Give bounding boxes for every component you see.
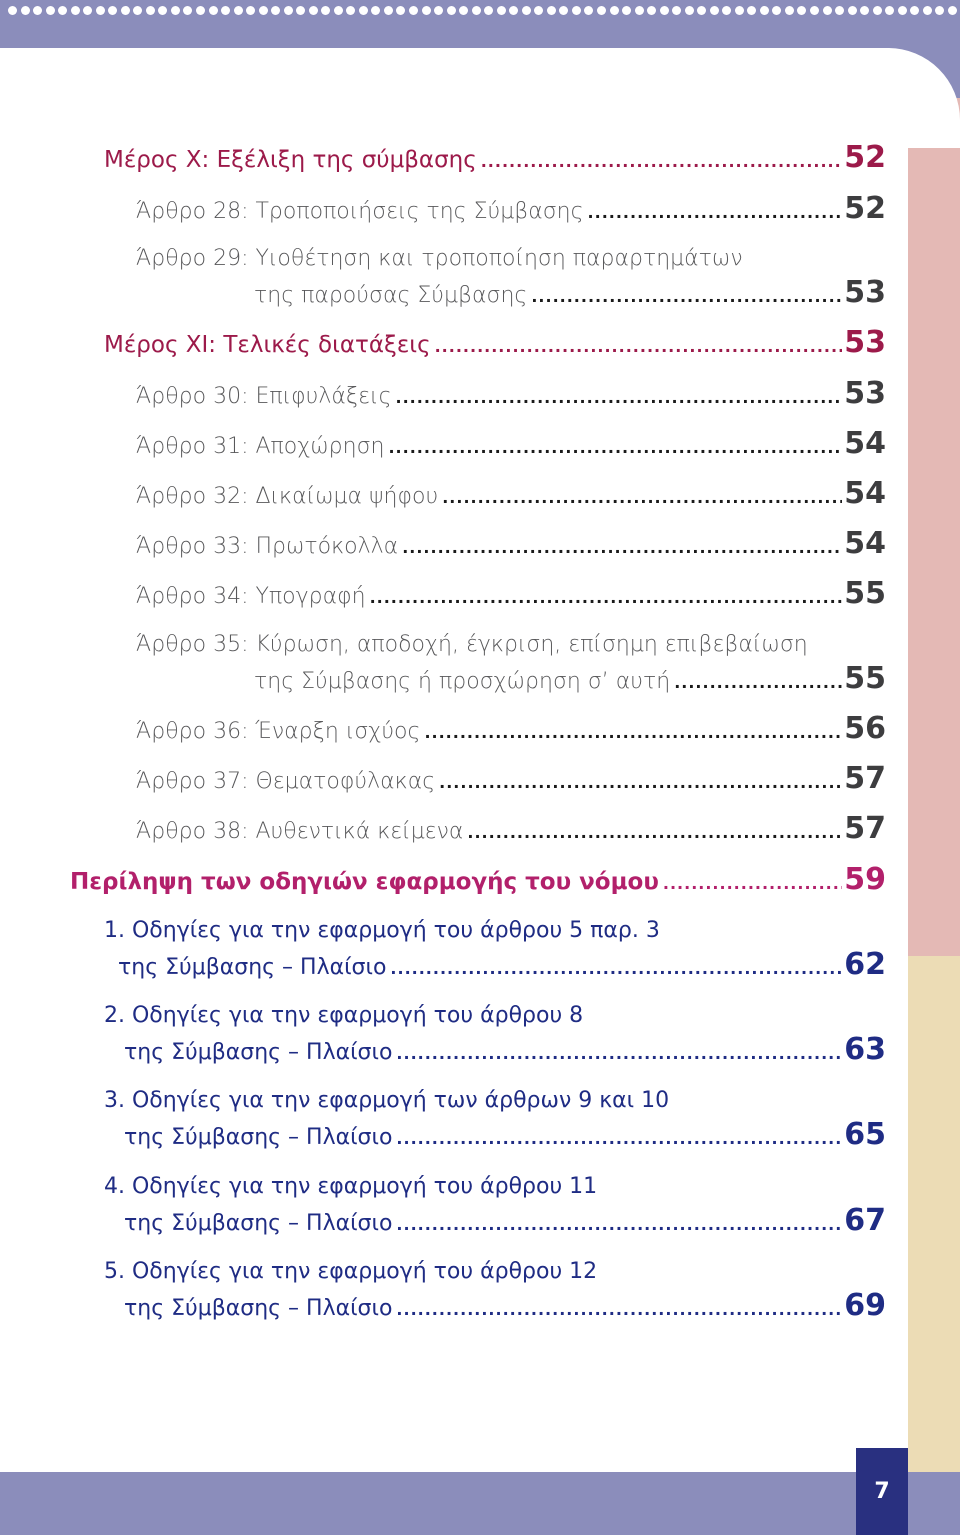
toc-entry-article-38[interactable]: [136, 811, 886, 846]
toc-entry-article-37[interactable]: [136, 761, 886, 796]
toc-entry-summary[interactable]: [70, 862, 886, 897]
toc-entry-page: 55: [844, 661, 886, 696]
toc-entry-article-29-line1: Άρθρο 29: Υιοθέτηση και τροποποίηση παραρτημάτων: [136, 246, 743, 271]
toc-entry-guide-4[interactable]: [124, 1203, 886, 1238]
toc-entry-title: Άρθρο 28: Τροποποιήσεις της Σύμβασης: [136, 199, 584, 224]
toc-entry-page: 53: [844, 275, 886, 310]
toc-entry-article-32[interactable]: [136, 476, 886, 511]
dot-leader: [396, 1300, 842, 1319]
dot-leader: [439, 773, 842, 792]
toc-entry-title: Άρθρο 36: Έναρξη ισχύος: [136, 719, 421, 744]
toc-entry-page: 67: [844, 1203, 886, 1238]
dot-leader: [396, 1044, 842, 1063]
toc-entry-article-33[interactable]: [136, 526, 886, 561]
toc-entry-page: 54: [844, 526, 886, 561]
toc-entry-article-31[interactable]: [136, 426, 886, 461]
toc-entry-article-35[interactable]: [254, 661, 886, 696]
toc-entry-page: 52: [844, 191, 886, 226]
dot-leader: [396, 1215, 842, 1234]
toc-entry-title: Άρθρο 34: Υπογραφή: [136, 584, 366, 609]
toc-entry-page: 57: [844, 811, 886, 846]
toc-entry-title: Άρθρο 32: Δικαίωμα ψήφου: [136, 484, 439, 509]
toc-entry-title: Άρθρο 30: Επιφυλάξεις: [136, 384, 392, 409]
dot-leader: [396, 388, 843, 407]
toc-entry-guide-1-line1: 1. Οδηγίες για την εφαρμογή του άρθρου 5 παρ. 3: [104, 918, 660, 943]
toc-entry-article-29[interactable]: [254, 275, 886, 310]
toc-entry-title: Περίληψη των οδηγιών εφαρμογής του νόμου: [70, 869, 659, 895]
dot-leader: [388, 438, 842, 457]
toc-entry-page: 62: [844, 947, 886, 982]
toc-entry-page: 69: [844, 1288, 886, 1323]
toc-entry-page: 53: [844, 325, 886, 360]
toc-entry-guide-2-line1: 2. Οδηγίες για την εφαρμογή του άρθρου 8: [104, 1003, 584, 1028]
toc-entry-title: Μέρος Χ: Εξέλιξη της σύμβασης: [104, 147, 477, 173]
toc-entry-article-34[interactable]: [136, 576, 886, 611]
dot-leader: [588, 203, 843, 222]
toc-entry-title: Άρθρο 38: Αυθεντικά κείμενα: [136, 819, 464, 844]
toc-entry-part-11[interactable]: [104, 325, 886, 360]
toc-entry-title: της Σύμβασης – Πλαίσιο: [118, 955, 387, 980]
toc-entry-title: της Σύμβασης – Πλαίσιο: [124, 1296, 393, 1321]
toc-entry-guide-3[interactable]: [124, 1117, 886, 1152]
toc-entry-page: 55: [844, 576, 886, 611]
toc-entry-title: Άρθρο 37: Θεματοφύλακας: [136, 769, 436, 794]
toc-entry-page: 52: [844, 140, 886, 175]
toc-entry-guide-5-line1: 5. Οδηγίες για την εφαρμογή του άρθρου 12: [104, 1259, 598, 1284]
toc-entry-page: 65: [844, 1117, 886, 1152]
page-number: 7: [874, 1479, 890, 1504]
toc-entry-title: Μέρος ΧΙ: Τελικές διατάξεις: [104, 332, 431, 358]
dot-leader: [424, 723, 842, 742]
toc-entry-page: 54: [844, 476, 886, 511]
toc-entry-page: 63: [844, 1032, 886, 1067]
toc-entry-part-10[interactable]: [104, 140, 886, 175]
toc-entry-title: της Σύμβασης ή προσχώρηση σ’ αυτή: [254, 669, 671, 694]
dot-leader: [402, 538, 842, 557]
dot-leader: [396, 1129, 842, 1148]
toc-entry-guide-2[interactable]: [124, 1032, 886, 1067]
dot-leader: [390, 959, 842, 978]
toc-entry-title: Άρθρο 31: Αποχώρηση: [136, 434, 385, 459]
toc-entry-guide-1[interactable]: [118, 947, 886, 982]
toc-entry-page: 57: [844, 761, 886, 796]
dot-leader: [467, 823, 842, 842]
toc-entry-article-36[interactable]: [136, 711, 886, 746]
toc-entry-title: Άρθρο 33: Πρωτόκολλα: [136, 534, 399, 559]
toc-entry-article-30[interactable]: [136, 376, 886, 411]
dot-leader: [442, 488, 842, 507]
toc-entry-page: 56: [844, 711, 886, 746]
dot-leader: [663, 874, 842, 893]
bottom-decorative-band: [0, 1472, 960, 1535]
toc-entry-title: της Σύμβασης – Πλαίσιο: [124, 1040, 393, 1065]
toc-entry-guide-3-line1: 3. Οδηγίες για την εφαρμογή των άρθρων 9 και 10: [104, 1088, 670, 1113]
toc-entry-guide-5[interactable]: [124, 1288, 886, 1323]
toc-entry-page: 53: [844, 376, 886, 411]
dot-leader: [481, 152, 843, 171]
toc-entry-title: της Σύμβασης – Πλαίσιο: [124, 1211, 393, 1236]
toc-entry-title: της παρούσας Σύμβασης: [254, 283, 528, 308]
toc-entry-article-35-line1: Άρθρο 35: Κύρωση, αποδοχή, έγκριση, επίσημη επιβεβαίωση: [136, 632, 808, 657]
toc-entry-title: της Σύμβασης – Πλαίσιο: [124, 1125, 393, 1150]
dot-leader: [435, 337, 843, 356]
dot-leader: [370, 588, 843, 607]
page-number-box: [856, 1448, 908, 1535]
toc-entry-article-28[interactable]: [136, 191, 886, 226]
toc-entry-page: 54: [844, 426, 886, 461]
dot-leader: [674, 673, 842, 692]
dot-leader: [531, 287, 842, 306]
toc-entry-page: 59: [844, 862, 886, 897]
toc-entry-guide-4-line1: 4. Οδηγίες για την εφαρμογή του άρθρου 11: [104, 1174, 598, 1199]
